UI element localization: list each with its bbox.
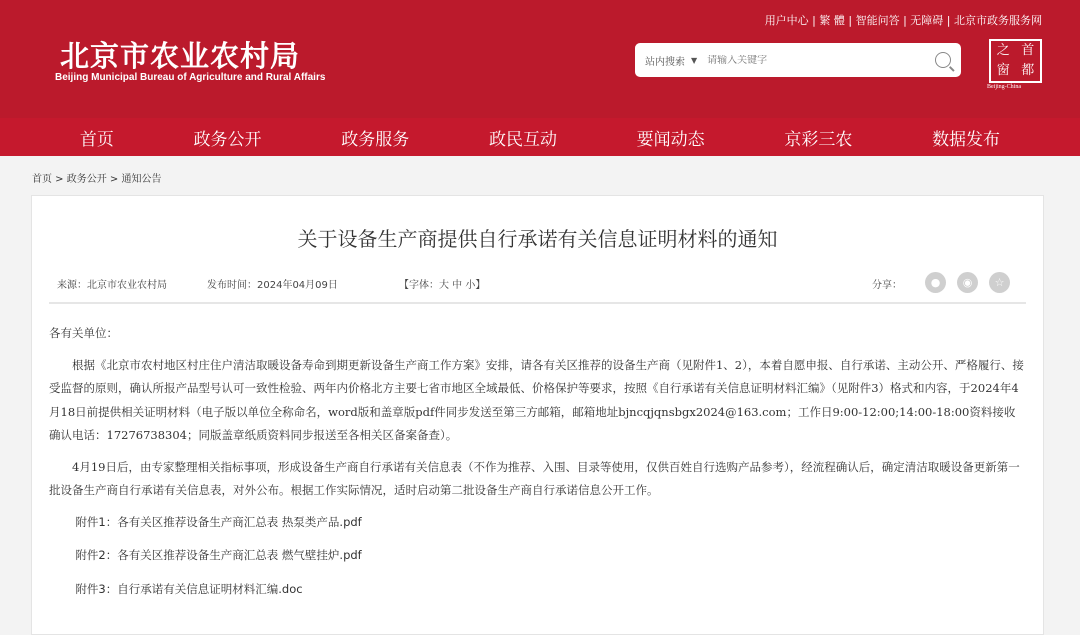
nav-data[interactable]: 数据发布 [932, 129, 1001, 150]
breadcrumb-notices[interactable]: 通知公告 [121, 174, 162, 185]
article-container [31, 195, 1044, 635]
link-smart-qa[interactable]: 智能问答 [855, 14, 900, 27]
font-size-control[interactable]: 【字体：大 中 小】 [399, 280, 486, 291]
article-paragraph: 4月19日后，由专家整理相关指标事项，形成设备生产商自行承诺有关信息表（不作为推荐、入围、目录等使用，仅供百姓自行选购产品参考），经流程确认后，确定清洁取暖设备更新第一批设备生产商自行承诺有关信息表，对外公布。根据工作实际情况，适时启动第二批设备生产商自行承诺信息公开工作。 [49, 459, 1020, 497]
seal-caption: Beijing-China [987, 84, 1021, 90]
link-user-center[interactable]: 用户中心 [764, 14, 809, 27]
top-links: 用户中心 | 繁 體 | 智能问答 | 无障碍 | 北京市政务服务网 [764, 14, 1042, 27]
article-greeting: 各有关单位： [49, 326, 118, 340]
nav-home[interactable]: 首页 [79, 129, 114, 150]
share-label: 分享： [872, 280, 902, 291]
link-traditional[interactable]: 繁 體 [819, 14, 845, 27]
article-paragraph: 根据《北京市农村地区村庄住户清洁取暖设备寿命到期更新设备生产商工作方案》安排，请各有关区推荐的设备生产商（见附件1、2），本着自愿申报、自行承诺、主动公开、严格履行、接受监督的原则，确认所报产品型号认可一致性检验、两年内价格北方主要七省市地区全域最低、价格保护等要求，按照《自行承诺有关信息证明材料汇编》（见附件3）格式和内容，于2024年4月18日前提供相关证明材料（电子版以单位全称命名，word版和盖章版pdf件同步发送至第三方邮箱，邮箱地址bjncqjqnsbgx2024@163.com；工作日9:00-12:00;14:00-18:00资料接收确认电话：17276738304；同版盖章纸质资料同步报送至各相关区备案备查）。 [49, 357, 1024, 442]
article-body [32, 304, 1043, 601]
wechat-icon[interactable]: ● [925, 272, 946, 293]
share-icons [925, 272, 1010, 293]
search-scope-select[interactable]: 站内搜索 [645, 56, 685, 68]
search-input[interactable] [707, 55, 935, 66]
article-meta [49, 274, 1026, 304]
nav-rural[interactable]: 京彩三农 [784, 129, 853, 150]
site-logo-subtitle: Beijing Municipal Bureau of Agriculture and Rural Affairs [55, 72, 326, 83]
caret-down-icon[interactable]: ▼ [691, 55, 698, 65]
nav-gov-affairs[interactable]: 政务公开 [193, 129, 262, 150]
article-title: 关于设备生产商提供自行承诺有关信息证明材料的通知 [297, 227, 778, 251]
nav-interaction[interactable]: 政民互动 [488, 129, 557, 150]
site-logo-title[interactable]: 北京市农业农村局 [60, 39, 301, 73]
attachment-link[interactable]: 附件1：各有关区推荐设备生产商汇总表 热泵类产品.pdf [75, 514, 362, 529]
favorite-star-icon[interactable]: ☆ [989, 272, 1010, 293]
capital-window-logo[interactable] [989, 39, 1042, 83]
search-icon[interactable] [935, 52, 951, 68]
attachment-link[interactable]: 附件2：各有关区推荐设备生产商汇总表 燃气壁挂炉.pdf [75, 548, 362, 562]
attachment-link[interactable]: 附件3：自行承诺有关信息证明材料汇编.doc [75, 581, 303, 596]
nav-gov-services[interactable]: 政务服务 [341, 129, 410, 150]
site-header [0, 0, 1080, 118]
breadcrumb-gov-affairs[interactable]: 政务公开 [66, 174, 107, 185]
search-bar [635, 43, 961, 77]
breadcrumb-home[interactable]: 首页 [32, 174, 52, 185]
link-accessibility[interactable]: 无障碍 [910, 14, 944, 27]
article-date: 发布时间：2024年04月09日 [207, 280, 338, 291]
link-gov-service[interactable]: 北京市政务服务网 [954, 14, 1042, 27]
nav-news[interactable]: 要闻动态 [636, 129, 705, 150]
article-source: 来源：北京市农业农村局 [57, 280, 167, 291]
weibo-icon[interactable]: ◉ [957, 272, 978, 293]
main-nav [0, 118, 1080, 156]
seal-char: 都 [1021, 63, 1035, 78]
breadcrumb: 首页 > 政务公开 > 通知公告 [32, 174, 162, 185]
seal-char: 窗 [996, 63, 1010, 78]
seal-char: 之 [996, 43, 1010, 58]
seal-char: 首 [1021, 43, 1035, 58]
